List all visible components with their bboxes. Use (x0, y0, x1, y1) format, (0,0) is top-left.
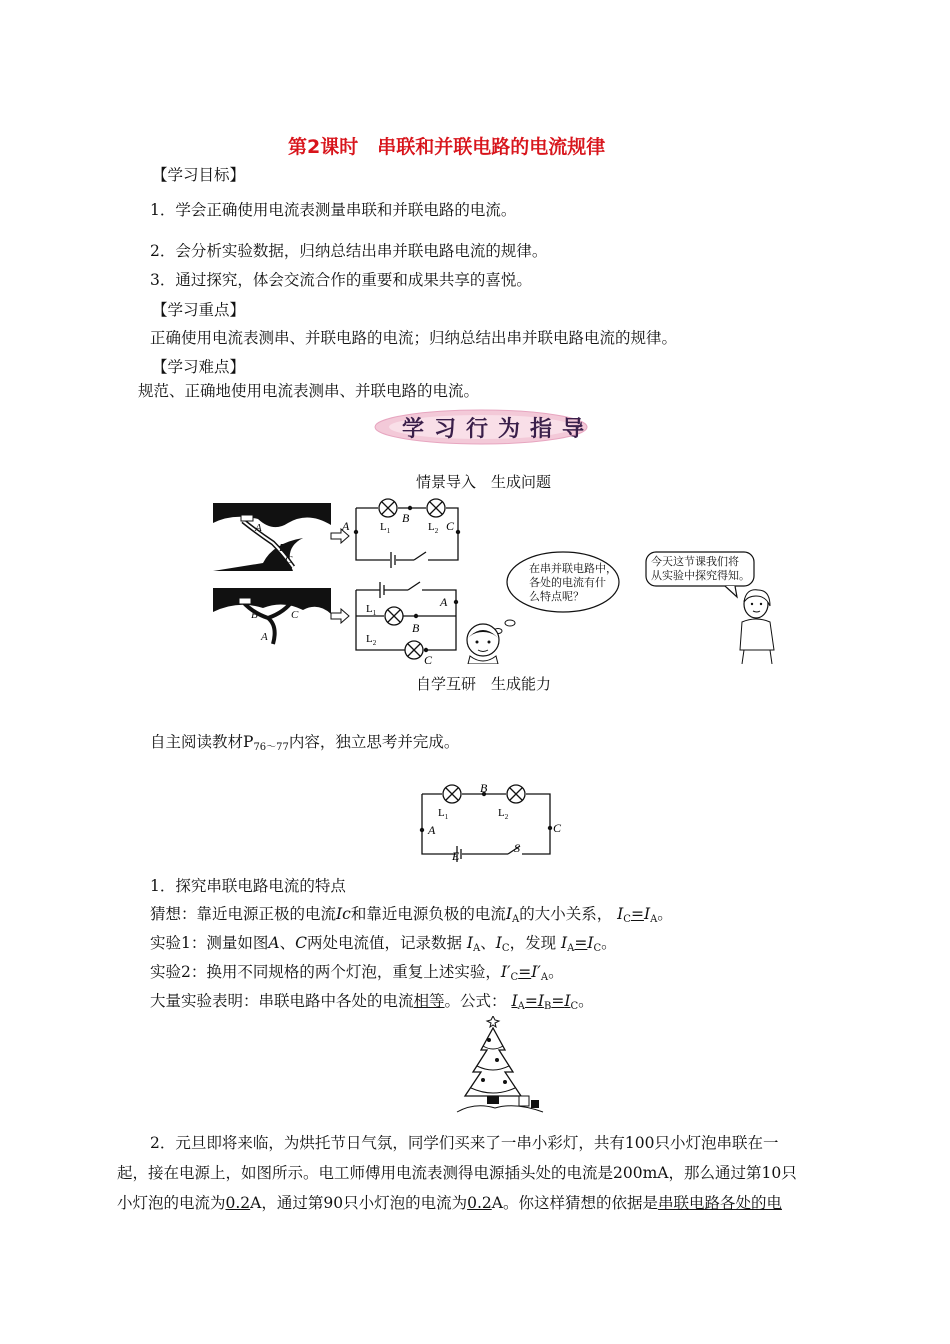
lamp-label-l1: $L_1$ (380, 521, 391, 535)
label-e: E (452, 849, 460, 863)
section-heading-intro: 情景导入 生成问题 (416, 473, 552, 491)
lamp-label-l2: $L_2$ (366, 633, 377, 647)
section-banner (372, 406, 595, 448)
label-s: S (514, 841, 520, 855)
bubble-text-answer: 今天这节课我们将 从实验中探究得知。 (651, 555, 750, 582)
lamp-label-l1: $L_1$ (366, 603, 377, 617)
goal-item: 1．学会正确使用电流表测量串联和并联电路的电流。 (150, 201, 517, 219)
label-b: B (251, 609, 258, 621)
q2-line-1: 2．元旦即将来临，为烘托节日气氛，同学们买来了一串小彩灯，共有100只小灯泡串联在一 (150, 1134, 779, 1152)
answer-blank: 串联电路各处的电 (657, 1194, 782, 1212)
series-circuit-diagram-experiment (410, 780, 570, 870)
label-a: A (440, 595, 448, 609)
parallel-circuit-diagram (344, 576, 472, 672)
goals-heading: 【学习目标】 (152, 166, 246, 184)
answer-blank: = (630, 905, 644, 923)
series-circuit-diagram (340, 492, 468, 582)
label-b: B (402, 511, 410, 525)
focus-heading: 【学习重点】 (152, 301, 246, 319)
label-c: C (291, 609, 299, 621)
lamp-label-l2: $L_2$ (498, 807, 509, 821)
label-c: C (285, 554, 293, 566)
q2-line-3: 小灯泡的电流为0.2A，通过第90只小灯泡的电流为0.2A。你这样猜想的依据是串联电路各处的电 (117, 1194, 782, 1212)
bubble-text-question: 在串并联电路中， 各处的电流有什 么特点呢？ (529, 562, 617, 603)
q1-conclusion: 大量实验表明：串联电路中各处的电流相等。公式： $I_A=I_B=I_C$。 (150, 992, 594, 1012)
banner-text: 学习行为指导 (402, 417, 595, 442)
answer-formula: $I_A=I_B=I_C$ (511, 992, 579, 1012)
label-c: C (424, 653, 433, 667)
answer-blank: 0.2 (467, 1194, 492, 1212)
thought-bubble (505, 550, 629, 624)
answer-blank: 相等 (413, 992, 445, 1010)
q1-experiment-1: 实验1：测量如图A、C两处电流值，记录数据 $I_A$、$I_C$，发现 $I_A=I_C$。 (150, 934, 617, 954)
label-b: B (279, 542, 286, 554)
lamp-label-l1: $L_1$ (438, 807, 449, 821)
lamp-label-l2: $L_2$ (428, 521, 439, 535)
series-road-illustration (213, 503, 331, 575)
label-b: B (480, 781, 488, 795)
label-a: A (428, 823, 436, 837)
label-c: C (553, 821, 562, 835)
difficulty-text: 规范、正确地使用电流表测串、并联电路的电流。 (138, 382, 480, 400)
student-girl-illustration (462, 622, 504, 668)
focus-text: 正确使用电流表测串、并联电路的电流；归纳总结出串并联电路电流的规律。 (150, 329, 678, 347)
label-c: C (446, 519, 455, 533)
page-title: 第2课时 串联和并联电路的电流规律 (288, 136, 606, 158)
label-a: A (342, 519, 350, 533)
label-b: B (412, 621, 420, 635)
christmas-tree-illustration (455, 1016, 547, 1120)
teacher-illustration (734, 588, 780, 668)
goal-item: 3．通过探究，体会交流合作的重要和成果共享的喜悦。 (150, 271, 532, 289)
answer-blank: 0.2 (225, 1194, 251, 1212)
goal-item: 2．会分析实验数据，归纳总结出串并联电路电流的规律。 (150, 242, 548, 260)
answer-blank: = (518, 963, 532, 981)
label-a: A (261, 631, 268, 643)
q1-experiment-2: 实验2：换用不同规格的两个灯泡，重复上述实验，$I'_C=I'_A$。 (150, 963, 564, 983)
reading-instruction: 自主阅读教材$P_{76\sim 77}$内容，独立思考并完成。 (150, 733, 460, 753)
answer-blank: = (574, 934, 588, 952)
q1-heading: 1．探究串联电路电流的特点 (150, 877, 346, 895)
parallel-road-illustration (213, 588, 331, 658)
section-heading-selfstudy: 自学互研 生成能力 (416, 675, 552, 693)
difficulty-heading: 【学习难点】 (152, 358, 246, 376)
label-a: A (255, 522, 262, 534)
q1-guess: 猜想：靠近电源正极的电流Ic和靠近电源负极的电流$I_A$的大小关系， $I_C=I_A$。 (150, 905, 673, 925)
q2-line-2: 起，接在电源上，如图所示。电工师傅用电流表测得电源插头处的电流是200mA，那么通过第10只 (117, 1164, 797, 1182)
